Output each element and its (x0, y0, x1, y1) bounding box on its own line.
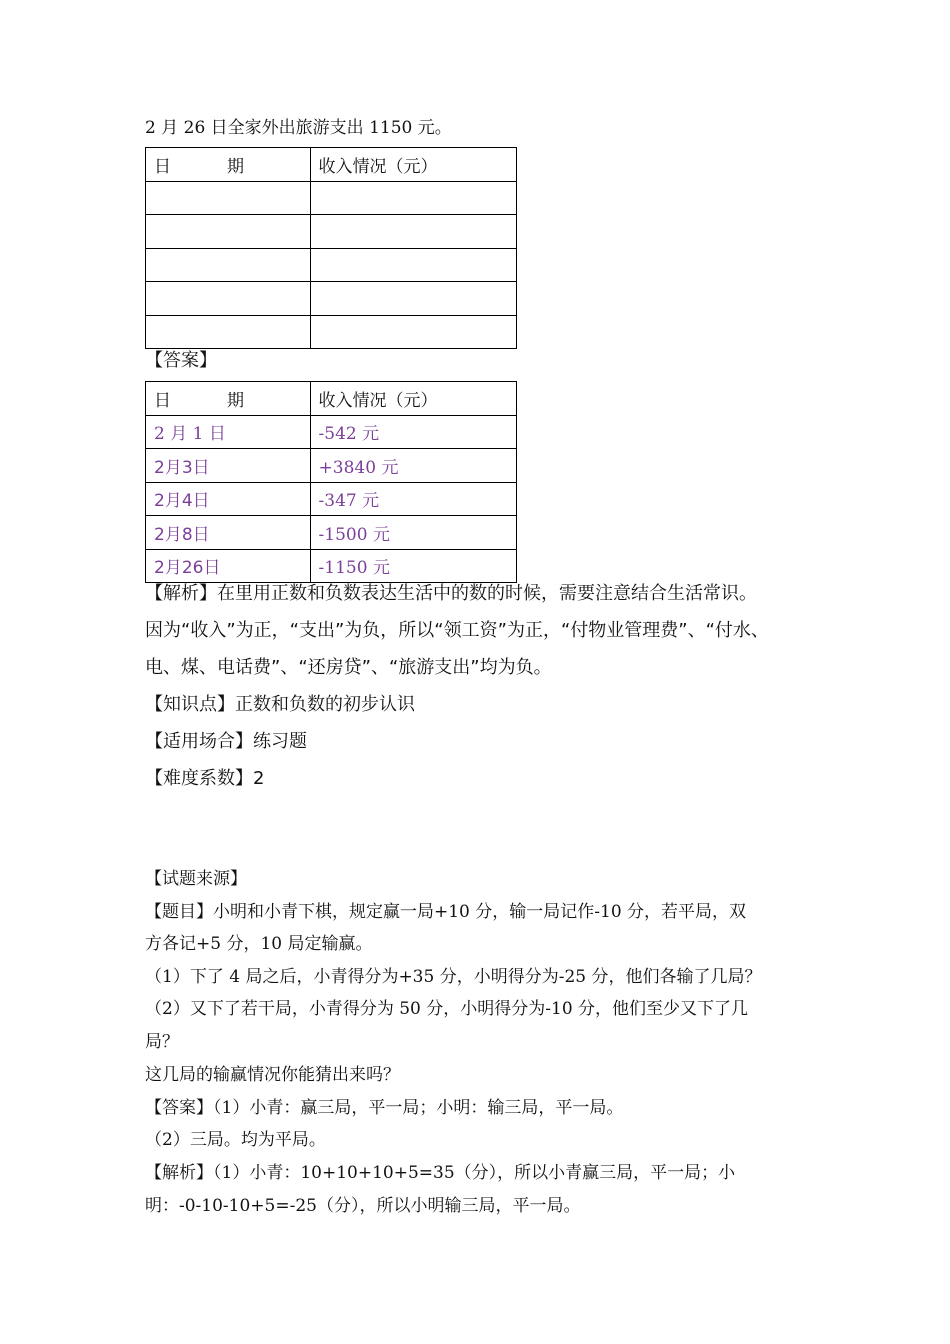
date-cell: 2月26日 (146, 549, 311, 583)
knowledge-point: 【知识点】正数和负数的初步认识 (145, 694, 415, 715)
amount-cell: -1500 元 (310, 516, 516, 550)
amount-cell: -1150 元 (310, 549, 516, 583)
question-line-3: （1）下了 4 局之后，小青得分为+35 分，小明得分为-25 分，他们各输了几局？ (145, 967, 762, 987)
intro-line: 2 月 26 日全家外出旅游支出 1150 元。 (145, 118, 452, 138)
table-header-row (146, 148, 517, 182)
question-source: 【试题来源】 (145, 869, 247, 889)
applicable-occasion: 【适用场合】练习题 (145, 731, 307, 752)
question-line-4: （2）又下了若干局，小青得分为 50 分，小明得分为-10 分，他们至少又下了几 (145, 999, 749, 1019)
amount-cell: -347 元 (310, 482, 516, 516)
answer-line-1: 【答案】（1）小青：赢三局，平一局；小明：输三局，平一局。 (145, 1098, 624, 1118)
date-cell: 2月4日 (146, 482, 311, 516)
question-line-5: 局？ (145, 1032, 179, 1052)
date-cell: 2 月 1 日 (146, 415, 311, 449)
date-cell: 2月8日 (146, 516, 311, 550)
table-row (146, 315, 517, 349)
answer-income-table (145, 381, 517, 583)
date-header: 日 期 (146, 148, 311, 182)
question-line-1: 【题目】小明和小青下棋，规定赢一局+10 分，输一局记作-10 分，若平局，双 (145, 902, 747, 922)
amount-cell: -542 元 (310, 415, 516, 449)
analysis2-line-1: 【解析】（1）小青：10+10+10+5=35（分），所以小青赢三局，平一局；小 (145, 1163, 736, 1183)
analysis-line-1: 【解析】在里用正数和负数表达生活中的数的时候，需要注意结合生活常识。 (145, 583, 757, 604)
table-row (146, 449, 517, 483)
blank-income-table (145, 147, 517, 349)
analysis2-line-2: 明：-0-10-10+5=-25（分），所以小明输三局，平一局。 (145, 1196, 581, 1216)
analysis-line-2: 因为“收入”为正，“支出”为负，所以“领工资”为正，“付物业管理费”、“付水、 (145, 620, 769, 641)
answer-label: 【答案】 (145, 350, 217, 371)
table-row (146, 415, 517, 449)
question-line-2: 方各记+5 分，10 局定输赢。 (145, 934, 373, 954)
date-cell: 2月3日 (146, 449, 311, 483)
table-row (146, 215, 517, 249)
table-row (146, 549, 517, 583)
table-row (146, 282, 517, 316)
difficulty-coefficient: 【难度系数】2 (145, 768, 265, 789)
income-header: 收入情况（元） (310, 148, 516, 182)
analysis-line-3: 电、煤、电话费”、“还房贷”、“旅游支出”均为负。 (145, 657, 552, 678)
date-header: 日 期 (146, 382, 311, 416)
question-line-6: 这几局的输赢情况你能猜出来吗？ (145, 1065, 400, 1085)
table-row (146, 482, 517, 516)
amount-cell: +3840 元 (310, 449, 516, 483)
income-header: 收入情况（元） (310, 382, 516, 416)
table-row (146, 248, 517, 282)
answer-line-2: （2）三局。均为平局。 (145, 1130, 326, 1150)
table-row (146, 181, 517, 215)
table-row (146, 516, 517, 550)
table-header-row (146, 382, 517, 416)
